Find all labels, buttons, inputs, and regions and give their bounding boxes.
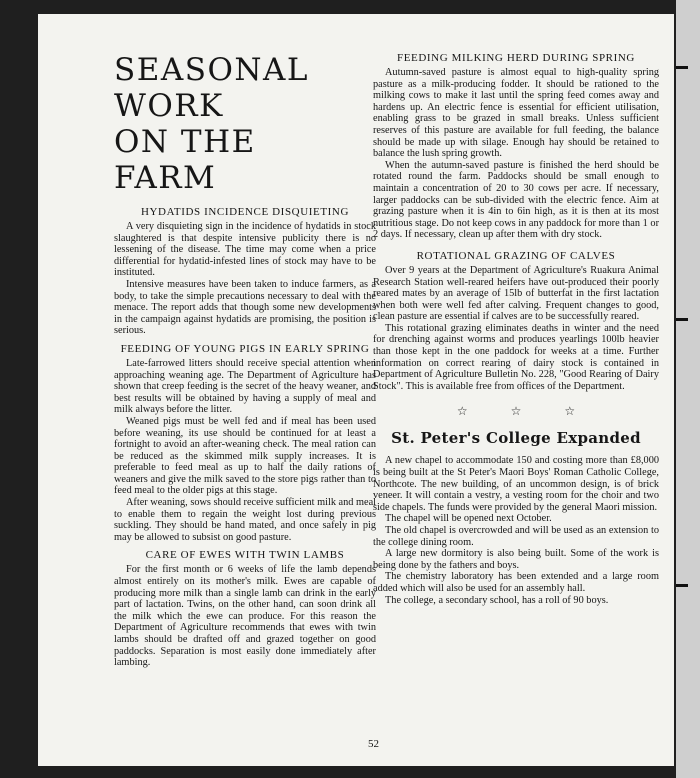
- paragraph: The chemistry laboratory has been extended and a large room added which will also be used for an assembly hall.: [373, 571, 659, 594]
- title-line: FARM: [114, 160, 217, 196]
- paragraph: When the autumn-saved pasture is finished the herd should be rotated round the farm. Paddocks should be small enough to maintain a concentration of 20 to 30 cows per acre. If necessary, larger paddocks can be sub-divided with the electric fence. Aim at grazing pasture when it is 4in to 6in high, as it is then at its most nutritious stage. Do not keep cows in any paddock for more than 1 or 2 days. If necessary, clean up after them with dry stock.: [373, 159, 659, 241]
- title-line: SEASONAL: [114, 52, 310, 88]
- section-heading: ROTATIONAL GRAZING OF CALVES: [416, 249, 616, 262]
- article-heading: St. Peter's College Expanded: [391, 429, 641, 448]
- paragraph: The chapel will be opened next October.: [385, 513, 552, 525]
- title-line: ON THE: [114, 124, 256, 160]
- paragraph: Intensive measures have been taken to induce farmers, as a body, to take the simple precautions necessary to deal with the menace. The report adds that though some new developments in the campaign against hydatids are promising, the position is serious.: [114, 278, 376, 337]
- binding-mark: [676, 318, 688, 321]
- article-hydatids: [114, 206, 376, 337]
- section-heading: FEEDING OF YOUNG PIGS IN EARLY SPRING: [120, 342, 370, 355]
- paragraph: Over 9 years at the Department of Agriculture's Ruakura Animal Research Station well-reared heifers have out-produced their poorly reared mates by an average of 15lb of butterfat in the first lactation when both were well fed after calving. Frequent changes to good, clean pasture are essential if calves are to be successfully reared.: [373, 264, 659, 323]
- star-icon: ☆: [456, 404, 468, 419]
- page-number: 52: [368, 738, 379, 750]
- paragraph: The old chapel is overcrowded and will be used as an extension to the college dining room.: [373, 525, 659, 548]
- paragraph: Weaned pigs must be well fed and if meal has been used before weaning, its use should be continued for at least a fortnight to avoid an after-weaning check. The meal ration can be reduced as the skimmed milk supply increases. It is preferable to feed meal as up to half the daily rations of weaners and give the milk saved to the store pigs rather than to feed meal to the older pigs at this stage.: [114, 415, 376, 497]
- paragraph: Late-farrowed litters should receive special attention when approaching weaning age. The Department of Agriculture has shown that creep feeding is the secret of the heavy weaner, and best results will be obtained by having a supply of meal and milk always before the litter.: [114, 357, 376, 416]
- right-column: [373, 52, 659, 606]
- magazine-page: [38, 14, 674, 766]
- article-milking-herd: [373, 52, 659, 241]
- star-icon: ☆: [510, 404, 522, 419]
- title-line: WORK: [114, 88, 224, 124]
- binding-mark: [676, 584, 688, 587]
- paragraph: A very disquieting sign in the incidence of hydatids in stock slaughtered is that despite intensive publicity there is no lessening of the disease. The time may come when a price differential for hydatid-infested lines of stock may have to be instituted.: [114, 221, 376, 279]
- article-st-peters: [373, 429, 659, 606]
- star-icon: ☆: [564, 404, 576, 419]
- paragraph: This rotational grazing eliminates deaths in winter and the need for drenching against worms and produces yearlings 100lb heavier than those kept in the one paddock for weeks at a time. Further information on correct rearing of dairy stock is contained in Department of Agriculture Bulletin No. 228, "Good Rearing of Dairy Stock". This is available free from offices of the Department.: [373, 322, 659, 392]
- article-young-pigs: [114, 343, 376, 544]
- paragraph: A large new dormitory is also being built. Some of the work is being done by the fathers and boys.: [373, 548, 659, 571]
- article-calves: [373, 250, 659, 393]
- paragraph: A new chapel to accommodate 150 and costing more than £8,000 is being built at the St Peter's Maori Boys' Roman Catholic College, Northcote. The new building, of an uncommon design, is of brick veneer. It will contain a vestry, a vesting room for the choir and two side chapels. The funds were provided by the general Maori mission.: [373, 455, 659, 513]
- section-heading: CARE OF EWES WITH TWIN LAMBS: [145, 549, 345, 562]
- paragraph: Autumn-saved pasture is almost equal to high-quality spring pasture as a milk-producing fodder. It should be rationed to the milking cows to make it last until the spring feed comes away and hardens up. An electric fence is essential for efficient utilisation, enabling grass to be grazed in small breaks. Unless sufficient reserves of this pasture are available for full feeding, the balance should be made up with silage. Enough hay should be retained to balance the lush spring growth.: [373, 67, 659, 160]
- page-edge: [676, 0, 700, 778]
- paragraph: The college, a secondary school, has a roll of 90 boys.: [385, 594, 609, 606]
- page-title: [114, 52, 376, 196]
- paragraph: For the first month or 6 weeks of life the lamb depends almost entirely on its mother's milk. Ewes are capable of producing more milk than a single lamb can drink in the early part of lactation. Twins, on the other hand, can soon drink all the milk which the ewe can produce. For this reason the Department of Agriculture recommends that ewes with twin lambs should be drafted off and grazed together on good paddocks. Separation is most easily done immediately after lambing.: [114, 564, 376, 669]
- article-ewes: [114, 549, 376, 668]
- section-heading: FEEDING MILKING HERD DURING SPRING: [397, 52, 635, 64]
- left-column: [114, 52, 376, 669]
- paragraph: After weaning, sows should receive sufficient milk and meal to enable them to regain the weight lost during previous suckling. They should be hand mated, and once safely in pig may be allowed to subsist on good pasture.: [114, 497, 377, 543]
- binding-mark: [676, 66, 688, 69]
- section-divider: [373, 404, 659, 419]
- section-heading: HYDATIDS INCIDENCE DISQUIETING: [140, 206, 350, 218]
